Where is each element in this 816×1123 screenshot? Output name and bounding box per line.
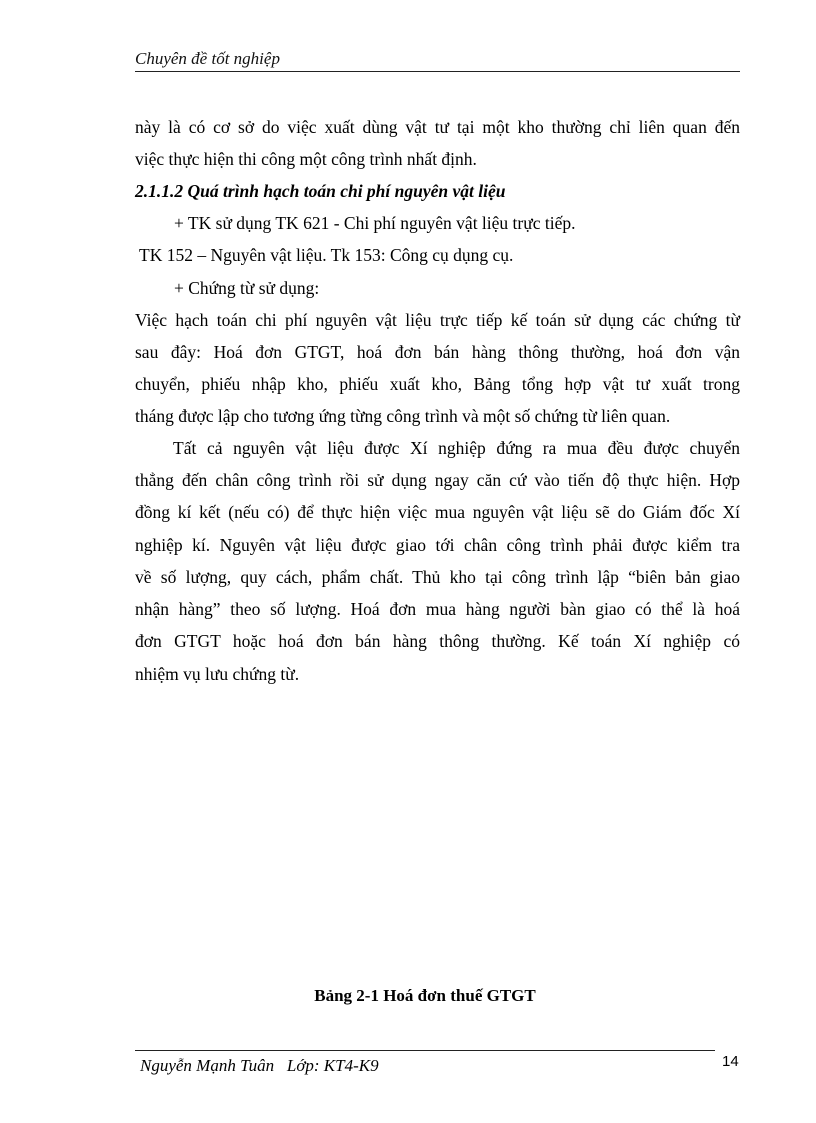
section-heading: 2.1.1.2 Quá trình hạch toán chi phí nguyên vật liệu (135, 181, 506, 201)
paragraph-line: + Chứng từ sử dụng: (174, 278, 320, 298)
paragraph-line: Tất cả nguyên vật liệu được Xí nghiệp đứng ra mua đều được chuyển (173, 438, 740, 458)
header-rule (135, 71, 740, 72)
footer-author-class (140, 1056, 379, 1076)
paragraph-line: chuyển, phiếu nhập kho, phiếu xuất kho, Bảng tổng hợp vật tư xuất trong (135, 374, 740, 394)
paragraph-line: tháng được lập cho tương ứng từng công trình và một số chứng từ liên quan. (135, 406, 671, 426)
paragraph-line: đồng kí kết (nếu có) để thực hiện việc mua nguyên vật liệu sẽ do Giám đốc Xí (135, 502, 740, 522)
paragraph-line: đơn GTGT hoặc hoá đơn bán hàng thông thường. Kế toán Xí nghiệp có (135, 631, 740, 651)
table-caption: Bảng 2-1 Hoá đơn thuế GTGT (314, 986, 536, 1005)
paragraph-line: nhận hàng” theo số lượng. Hoá đơn mua hàng người bàn giao có thể là hoá (135, 599, 740, 619)
paragraph-line: + TK sử dụng TK 621 - Chi phí nguyên vật liệu trực tiếp. (174, 213, 576, 233)
page-number: 14 (722, 1053, 739, 1070)
footer-rule (135, 1050, 715, 1051)
paragraph-line: về số lượng, quy cách, phẩm chất. Thủ kho tại công trình lập “biên bản giao (135, 567, 740, 587)
paragraph-line: Việc hạch toán chi phí nguyên vật liệu trực tiếp kế toán sử dụng các chứng từ (135, 310, 740, 330)
paragraph-line: này là có cơ sở do việc xuất dùng vật tư tại một kho thường chỉ liên quan đến (135, 117, 740, 137)
running-header: Chuyên đề tốt nghiệp (135, 49, 280, 68)
footer-author: Nguyễn Mạnh Tuân (140, 1056, 275, 1075)
paragraph-line: TK 152 – Nguyên vật liệu. Tk 153: Công cụ dụng cụ. (139, 245, 514, 265)
paragraph-line: nghiệp kí. Nguyên vật liệu được giao tới chân công trình phải được kiểm tra (135, 535, 740, 555)
paragraph-line: sau đây: Hoá đơn GTGT, hoá đơn bán hàng thông thường, hoá đơn vận (135, 342, 740, 362)
footer-class: Lớp: KT4-K9 (286, 1056, 379, 1075)
paragraph-line: thẳng đến chân công trình rồi sử dụng ngay căn cứ vào tiến độ thực hiện. Hợp (135, 470, 740, 490)
paragraph-line: nhiệm vụ lưu chứng từ. (135, 664, 300, 684)
paragraph-line: việc thực hiện thi công một công trình nhất định. (135, 149, 477, 169)
